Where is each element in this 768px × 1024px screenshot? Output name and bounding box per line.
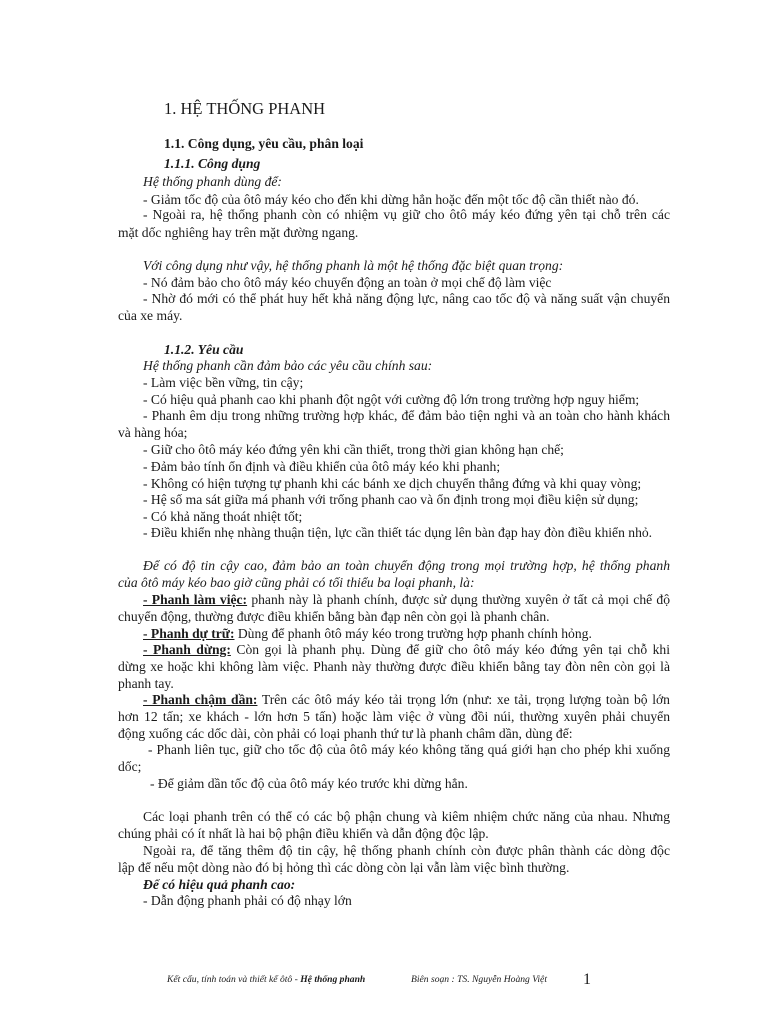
list-item: - Nhờ đó mới có thể phát huy hết khả năng động lực, nâng cao tốc độ và năng suất vận chuyển xyxy=(143,291,670,306)
paragraph-line: Ngoài ra, để tăng thêm độ tin cậy, hệ thống phanh chính còn được phân thành các dòng độc xyxy=(143,843,670,858)
brake-types-intro-line: Để có độ tin cậy cao, đảm bảo an toàn chuyển động trong mọi trường hợp, hệ thống phanh xyxy=(143,558,670,573)
retarder-line: hơn 12 tấn; xe khách - lớn hơn 5 tấn) hoặc làm việc ở vùng đồi núi, thường xuyên phải chuyển xyxy=(118,709,670,724)
retarder-subitem: - Phanh liên tục, giữ cho tốc độ của ôtô máy kéo không tăng quá giới hạn cho phép khi xuống xyxy=(148,742,670,757)
parking-brake-line: - Phanh dừng: Còn gọi là phanh phụ. Dùng để giữ cho ôtô máy kéo đứng yên tại chỗ khi xyxy=(143,642,670,657)
reserve-brake-line: - Phanh dự trữ: Dùng để phanh ôtô máy kéo trong trường hợp phanh chính hỏng. xyxy=(143,626,592,641)
service-brake-label: - Phanh làm việc: xyxy=(143,592,248,607)
footer-author: Biên soạn : TS. Nguyễn Hoàng Việt xyxy=(411,974,547,985)
retarder-subitem: - Để giảm dần tốc độ của ôtô máy kéo trước khi dừng hẳn. xyxy=(150,776,468,791)
list-item: - Ngoài ra, hệ thống phanh còn có nhiệm vụ giữ cho ôtô máy kéo đứng yên tại chỗ trên các xyxy=(143,207,670,222)
service-brake-line: - Phanh làm việc: phanh này là phanh chính, được sử dụng thường xuyên ở tất cả mọi chế độ xyxy=(143,592,670,607)
retarder-line: động xuống các dốc dài, còn phải có loại phanh thứ tư là phanh châm dần, dùng để: xyxy=(118,726,573,741)
section-112-intro: Hệ thống phanh cần đảm bảo các yêu cầu chính sau: xyxy=(143,358,433,373)
list-item: - Làm việc bền vững, tin cậy; xyxy=(143,375,304,390)
list-item: - Có khả năng thoát nhiệt tốt; xyxy=(143,509,303,524)
list-item: và hàng hóa; xyxy=(118,425,188,440)
retarder-label: - Phanh chậm dần: xyxy=(143,692,258,707)
page-number: 1 xyxy=(583,971,591,988)
brake-types-intro-line: của ôtô máy kéo bao giờ cũng phải có tối thiểu ba loại phanh, là: xyxy=(118,575,475,590)
paragraph-line: chúng phải có ít nhất là hai bộ phận điều khiển và dẫn động độc lập. xyxy=(118,826,489,841)
reserve-brake-label: - Phanh dự trữ: xyxy=(143,626,235,641)
section-111-title: 1.1.1. Công dụng xyxy=(164,156,261,171)
section-112-title: 1.1.2. Yêu cầu xyxy=(164,342,244,357)
subheading: Để có hiệu quả phanh cao: xyxy=(143,877,296,892)
parking-brake-line: phanh tay. xyxy=(118,676,174,691)
list-item: - Nó đảm bảo cho ôtô máy kéo chuyển động an toàn ở mọi chế độ làm việc xyxy=(143,275,552,290)
list-item: - Có hiệu quả phanh cao khi phanh đột ngột với cường độ lớn trong trường hợp nguy hiểm; xyxy=(143,392,640,407)
list-item: - Phanh êm dịu trong những trường hợp khác, để đảm bảo tiện nghi và an toàn cho hành khách xyxy=(143,408,670,423)
footer-title: Kết cấu, tính toán và thiết kế ôtô - Hệ thống phanh xyxy=(167,974,366,985)
section-111-intro2: Với công dụng như vậy, hệ thống phanh là một hệ thống đặc biệt quan trọng: xyxy=(143,258,564,273)
list-item: - Hệ số ma sát giữa má phanh với trống phanh cao và ổn định trong mọi điều kiện sử dụng; xyxy=(143,492,639,507)
section-111-intro: Hệ thống phanh dùng để: xyxy=(143,174,282,189)
service-brake-line: chuyển động, thường được điều khiển bằng bàn đạp nên còn gọi là phanh chân. xyxy=(118,609,550,624)
list-item: của xe máy. xyxy=(118,308,183,323)
heading-1: 1. HỆ THỐNG PHANH xyxy=(164,99,326,118)
list-item: - Không có hiện tượng tự phanh khi các bánh xe dịch chuyển thẳng đứng và khi quay vòng; xyxy=(143,476,642,491)
list-item: - Giữ cho ôtô máy kéo đứng yên khi cần thiết, trong thời gian không hạn chế; xyxy=(143,442,564,457)
list-item: - Giảm tốc độ của ôtô máy kéo cho đến khi dừng hẳn hoặc đến một tốc độ cần thiết nào đó. xyxy=(143,192,639,207)
list-item: - Dẫn động phanh phải có độ nhạy lớn xyxy=(143,893,352,908)
list-item: - Điều khiển nhẹ nhàng thuận tiện, lực cần thiết tác dụng lên bàn đạp hay đòn điều khiển nhỏ. xyxy=(143,525,653,540)
retarder-line: - Phanh chậm dần: Trên các ôtô máy kéo tải trọng lớn (như: xe tải, trọng lượng toàn bộ lớn xyxy=(143,692,670,707)
parking-brake-line: dừng xe hoặc khi không làm việc. Phanh này thường được điều khiển bằng tay đòn nên còn gọi là xyxy=(118,659,670,674)
retarder-subitem: dốc; xyxy=(118,759,142,774)
parking-brake-label: - Phanh dừng: xyxy=(143,642,231,657)
paragraph-line: lập để nếu một dòng nào đó bị hỏng thì các dòng còn lại vẫn làm việc bình thường. xyxy=(118,860,570,875)
list-item: mặt dốc nghiêng hay trên mặt đường ngang. xyxy=(118,225,359,240)
paragraph-line: Các loại phanh trên có thể có các bộ phận chung và kiêm nhiệm chức năng của nhau. Nhưng xyxy=(143,809,670,824)
heading-2: 1.1. Công dụng, yêu cầu, phân loại xyxy=(164,136,364,151)
list-item: - Đảm bảo tính ổn định và điều khiển của ôtô máy kéo khi phanh; xyxy=(143,459,501,474)
